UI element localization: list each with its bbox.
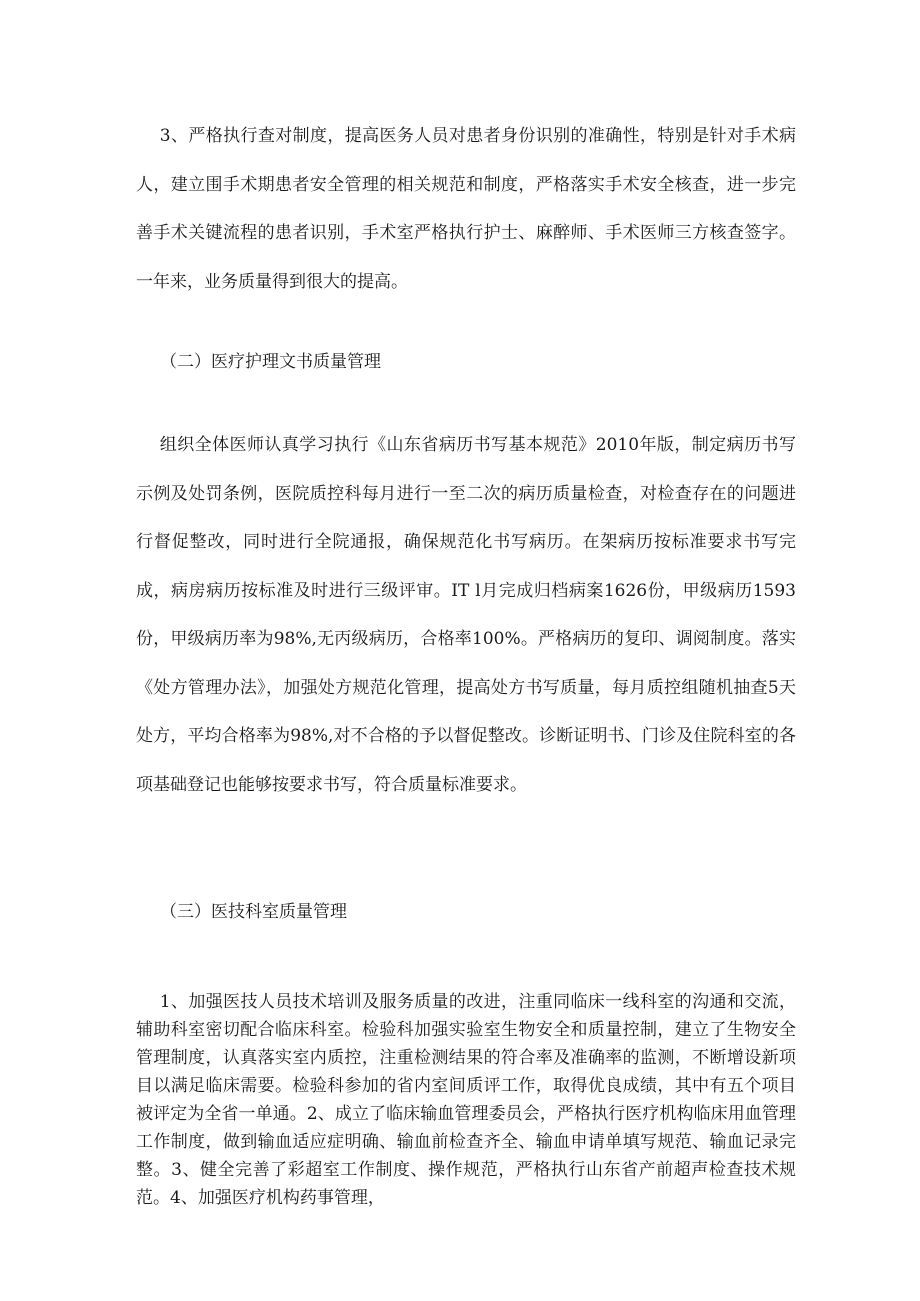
paragraph-medical-records-quality: 组织全体医师认真学习执行《山东省病历书写基本规范》2010年版，制定病历书写示例及处罚条例，医院质控科每月进行一至二次的病历质量检查，对检查存在的问题进行督促整改，同时进行全院通报，确保规范化书写病历。在架病历按标准要求书写完成，病房病历按标准及时进行三级评审。IT l月完成归档病案1626份，甲级病历1593份，甲级病历率为98%,无丙级病历，合格率100%。严格病历的复印、调阅制度。落实《处方管理办法》，加强处方规范化管理，提高处方书写质量，每月质控组随机抽查5天处方，平均合格率为98%,对不合格的予以督促整改。诊断证明书、门诊及住院科室的各项基础登记也能够按要求书写，符合质量标准要求。	[136, 435, 796, 795]
paragraph-patient-identification: 3、严格执行查对制度，提高医务人员对患者身份识别的准确性，特别是针对手术病人，建立围手术期患者安全管理的相关规范和制度，严格落实手术安全核查，进一步完善手术关键流程的患者识别，手术室严格执行护士、麻醉师、手术医师三方核查签字。一年来，业务质量得到很大的提高。	[136, 126, 796, 292]
section-heading-medical-records: （二）医疗护理文书质量管理	[160, 352, 381, 372]
paragraph-medical-technology-quality: 1、加强医技人员技术培训及服务质量的改进，注重同临床一线科室的沟通和交流，辅助科室密切配合临床科室。检验科加强实验室生物安全和质量控制，建立了生物安全管理制度，认真落实室内质控，注重检测结果的符合率及准确率的监测，不断增设新项目以满足临床需要。检验科参加的省内室间质评工作，取得优良成绩，其中有五个项目被评定为全省一单通。2、成立了临床输血管理委员会，严格执行医疗机构临床用血管理工作制度，做到输血适应症明确、输血前检查齐全、输血申请单填写规范、输血记录完整。3、健全完善了彩超室工作制度、操作规范，严格执行山东省产前超声检查技术规范。4、加强医疗机构药事管理，	[136, 992, 796, 1208]
section-heading-medical-technology: （三）医技科室质量管理	[160, 902, 347, 922]
